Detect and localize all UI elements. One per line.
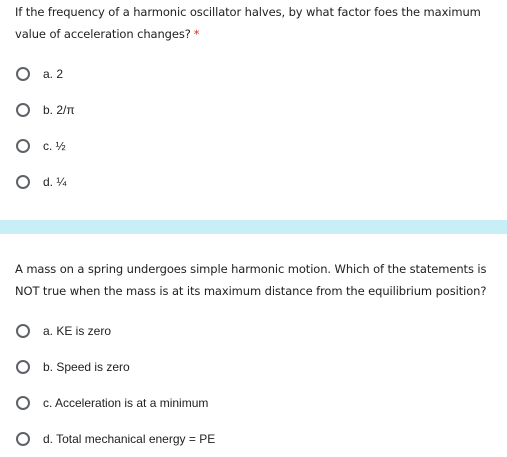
question-text-1 bbox=[15, 1, 503, 45]
option-q2-b[interactable] bbox=[16, 357, 130, 377]
radio-unchecked-icon[interactable] bbox=[16, 360, 30, 374]
radio-unchecked-icon[interactable] bbox=[16, 324, 30, 338]
option-label: d. ¼ bbox=[43, 175, 67, 189]
option-q2-d[interactable] bbox=[16, 429, 215, 449]
option-label: a. KE is zero bbox=[43, 324, 112, 338]
option-label: a. 2 bbox=[43, 67, 64, 81]
option-label: c. Acceleration is at a minimum bbox=[43, 396, 209, 410]
question-text-2: A mass on a spring undergoes simple harmonic motion. Which of the statements is NOT true when the mass is at its maximum distance from the equilibrium position? bbox=[15, 262, 487, 298]
radio-unchecked-icon[interactable] bbox=[16, 67, 30, 81]
question-card-2 bbox=[0, 234, 507, 457]
option-q1-a[interactable] bbox=[16, 64, 63, 84]
radio-unchecked-icon[interactable] bbox=[16, 175, 30, 189]
option-label: c. ½ bbox=[43, 139, 66, 153]
question-card-1 bbox=[0, 0, 507, 206]
question-text-1-body: If the frequency of a harmonic oscillator halves, by what factor foes the maximum value of acceleration changes? bbox=[15, 5, 481, 41]
radio-unchecked-icon[interactable] bbox=[16, 139, 30, 153]
radio-unchecked-icon[interactable] bbox=[16, 396, 30, 410]
required-marker: * bbox=[193, 27, 200, 41]
radio-unchecked-icon[interactable] bbox=[16, 432, 30, 446]
section-separator bbox=[0, 220, 507, 234]
option-q1-b[interactable] bbox=[16, 100, 75, 120]
option-label: b. Speed is zero bbox=[43, 360, 130, 374]
option-label: d. Total mechanical energy = PE bbox=[43, 432, 216, 446]
option-label: b. 2/π bbox=[43, 103, 75, 117]
option-q2-a[interactable] bbox=[16, 321, 111, 341]
option-q1-c[interactable] bbox=[16, 136, 66, 156]
option-q2-c[interactable] bbox=[16, 393, 208, 413]
radio-unchecked-icon[interactable] bbox=[16, 103, 30, 117]
option-q1-d[interactable] bbox=[16, 172, 66, 192]
